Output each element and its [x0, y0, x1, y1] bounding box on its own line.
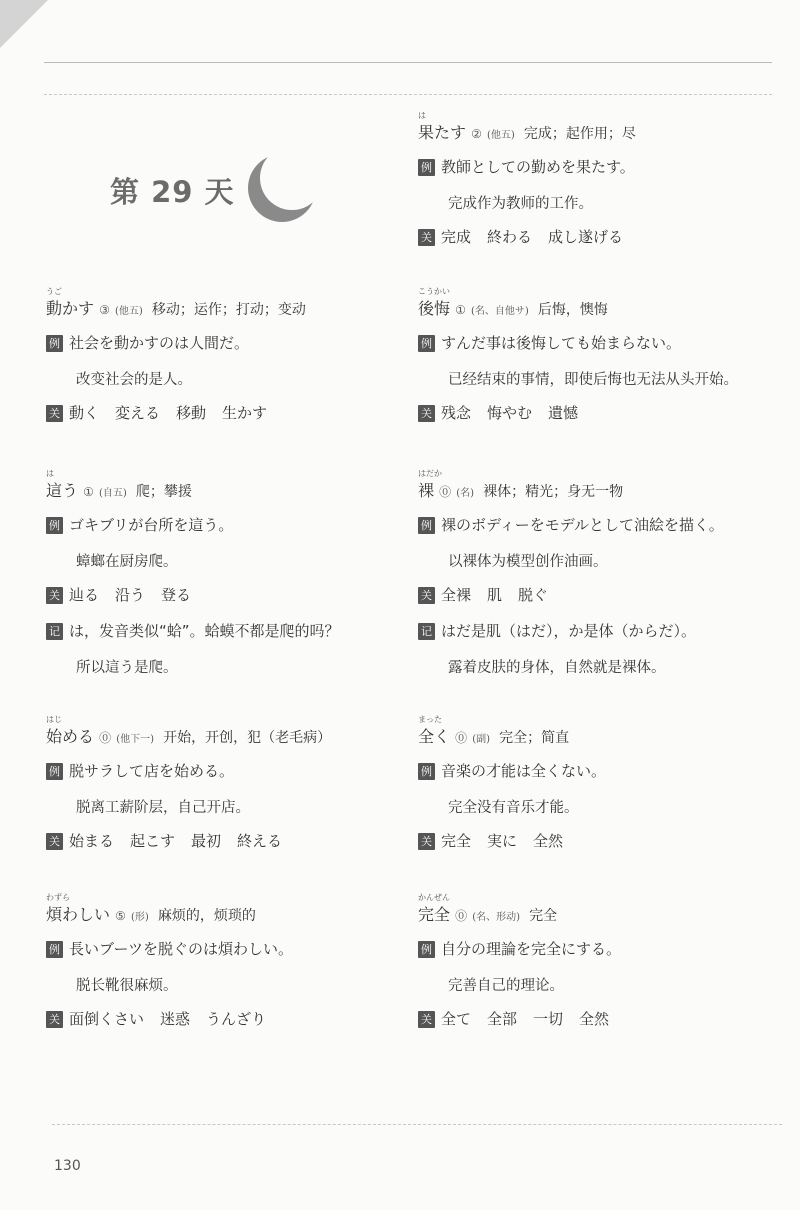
example-badge: 例 — [418, 517, 435, 534]
entry-reading: はだか — [418, 469, 442, 478]
pitch-accent: ⓪ — [455, 909, 468, 923]
related-badge: 关 — [46, 833, 63, 850]
memo-note: 记 は，发音类似“蛤”。蛤蟆不都是爬的吗？ — [46, 620, 340, 641]
entry-meaning: 裸体；精光；身无一物 — [483, 484, 624, 500]
example-sentence-ja: 例 長いブーツを脱ぐのは煩わしい。 — [46, 938, 293, 959]
top-rule — [44, 62, 772, 63]
entry-reading: は — [46, 469, 54, 478]
entry-meaning: 完全；简直 — [499, 730, 570, 746]
entry-meaning: 完成；起作用；尽 — [523, 126, 636, 142]
example-translation: 脱长靴很麻烦。 — [76, 978, 178, 994]
example-badge: 例 — [46, 335, 63, 352]
related-words: 关 全て 全部 一切 全然 — [418, 1008, 625, 1029]
pitch-accent: ⑤ — [115, 909, 126, 923]
day-title-block — [110, 148, 330, 228]
example-translation: 完全没有音乐才能。 — [448, 800, 579, 816]
related-badge: 关 — [418, 587, 435, 604]
example-sentence-ja: 例 社会を動かすのは人間だ。 — [46, 332, 249, 353]
page-number: 130 — [54, 1158, 81, 1174]
entry-meaning: 完全 — [529, 908, 558, 924]
entry-meaning: 后悔，懊悔 — [537, 302, 608, 318]
example-badge: 例 — [418, 941, 435, 958]
related-words: 关 面倒くさい 迷惑 うんざり — [46, 1008, 282, 1029]
bottom-dotted-rule — [52, 1124, 782, 1125]
memo-note: 记 はだ是肌（はだ），か是体（からだ）。 — [418, 620, 696, 641]
example-translation: 脱离工薪阶层，自己开店。 — [76, 800, 250, 816]
example-translation: 以裸体为模型创作油画。 — [448, 554, 608, 570]
related-words: 关 残念 悔やむ 遺憾 — [418, 402, 594, 423]
vocab-entry-hatasu — [418, 111, 778, 246]
related-badge: 关 — [46, 405, 63, 422]
example-sentence-ja: 例 ゴキブリが台所を這う。 — [46, 514, 233, 535]
example-badge: 例 — [418, 159, 435, 176]
example-sentence-ja: 例 自分の理論を完全にする。 — [418, 938, 621, 959]
entry-reading: かんぜん — [418, 893, 450, 902]
page-corner-fold — [0, 0, 48, 48]
vocab-entry-ugokasu — [46, 287, 406, 422]
part-of-speech: (名、形动) — [472, 912, 521, 923]
part-of-speech: (形) — [130, 912, 149, 923]
entry-word: うご 動かす — [46, 287, 95, 318]
related-words: 关 完成 終わる 成し遂げる — [418, 226, 639, 247]
pitch-accent: ③ — [99, 303, 110, 317]
example-sentence-ja: 例 すんだ事は後悔しても始まらない。 — [418, 332, 681, 353]
part-of-speech: (名、自他サ) — [470, 306, 529, 317]
related-words: 关 完全 実に 全然 — [418, 830, 579, 851]
example-badge: 例 — [46, 941, 63, 958]
example-translation: 已经结束的事情，即使后悔也无法从头开始。 — [448, 372, 738, 388]
entry-reading: こうかい — [418, 287, 450, 296]
memo-note-continued: 露着皮肤的身体，自然就是裸体。 — [448, 660, 666, 676]
example-sentence-ja: 例 裸のボディーをモデルとして油絵を描く。 — [418, 514, 724, 535]
entry-reading: はじ — [46, 715, 62, 724]
entry-word: かんぜん 完全 — [418, 893, 451, 924]
pitch-accent: ① — [83, 485, 94, 499]
related-badge: 关 — [418, 405, 435, 422]
entry-reading: わずら — [46, 893, 70, 902]
memo-badge: 记 — [418, 623, 435, 640]
part-of-speech: (他下一) — [116, 734, 155, 745]
pitch-accent: ⓪ — [439, 485, 452, 499]
related-words: 关 辿る 沿う 登る — [46, 584, 207, 605]
example-badge: 例 — [46, 517, 63, 534]
entry-reading: まった — [418, 715, 442, 724]
entry-meaning: 移动；运作；打动；变动 — [151, 302, 306, 318]
vocab-entry-kanzen — [418, 893, 778, 1028]
vocab-entry-koukai — [418, 287, 778, 422]
entry-meaning: 开始，开创，犯（老毛病） — [163, 730, 332, 746]
related-words: 关 始まる 起こす 最初 終える — [46, 830, 298, 851]
example-badge: 例 — [418, 335, 435, 352]
vocab-entry-hadaka — [418, 469, 778, 676]
entry-word: はだか 裸 — [418, 469, 442, 500]
pitch-accent: ⓪ — [99, 731, 112, 745]
related-words: 关 動く 変える 移動 生かす — [46, 402, 283, 423]
example-badge: 例 — [418, 763, 435, 780]
part-of-speech: (副) — [472, 734, 491, 745]
vocab-entry-hajimeru — [46, 715, 406, 850]
entry-word: こうかい 後悔 — [418, 287, 451, 318]
entry-meaning: 麻烦的，烦琐的 — [157, 908, 256, 924]
entry-meaning: 爬；攀援 — [135, 484, 192, 500]
pitch-accent: ① — [455, 303, 466, 317]
related-badge: 关 — [46, 1011, 63, 1028]
example-translation: 完成作为教师的工作。 — [448, 196, 593, 212]
part-of-speech: (名) — [456, 488, 475, 499]
part-of-speech: (他五) — [114, 306, 143, 317]
related-badge: 关 — [418, 833, 435, 850]
vocab-entry-hau — [46, 469, 406, 676]
memo-badge: 记 — [46, 623, 63, 640]
entry-word: は 果たす — [418, 111, 467, 142]
example-badge: 例 — [46, 763, 63, 780]
part-of-speech: (自五) — [98, 488, 127, 499]
top-dotted-rule — [44, 94, 772, 95]
vocab-entry-wazurawashii — [46, 893, 406, 1028]
crescent-moon-icon — [240, 148, 320, 228]
related-badge: 关 — [418, 229, 435, 246]
related-badge: 关 — [46, 587, 63, 604]
entry-word: わずら 煩わしい — [46, 893, 111, 924]
entry-word: はじ 始める — [46, 715, 95, 746]
example-sentence-ja: 例 音楽の才能は全くない。 — [418, 760, 606, 781]
related-badge: 关 — [418, 1011, 435, 1028]
related-words: 关 全裸 肌 脱ぐ — [418, 584, 564, 605]
pitch-accent: ② — [471, 127, 482, 141]
example-translation: 蟑螂在厨房爬。 — [76, 554, 178, 570]
entry-reading: うご — [46, 287, 62, 296]
example-translation: 改变社会的是人。 — [76, 372, 192, 388]
entry-reading: は — [418, 111, 426, 120]
entry-word: は 這う — [46, 469, 79, 500]
example-sentence-ja: 例 教師としての勤めを果たす。 — [418, 156, 635, 177]
example-translation: 完善自己的理论。 — [448, 978, 564, 994]
vocab-entry-mattaku — [418, 715, 778, 850]
memo-note-continued: 所以這う是爬。 — [76, 660, 178, 676]
entry-word: まった 全く — [418, 715, 451, 746]
page-title: 第 29 天 — [110, 175, 235, 209]
pitch-accent: ⓪ — [455, 731, 468, 745]
example-sentence-ja: 例 脱サラして店を始める。 — [46, 760, 234, 781]
part-of-speech: (他五) — [486, 130, 515, 141]
